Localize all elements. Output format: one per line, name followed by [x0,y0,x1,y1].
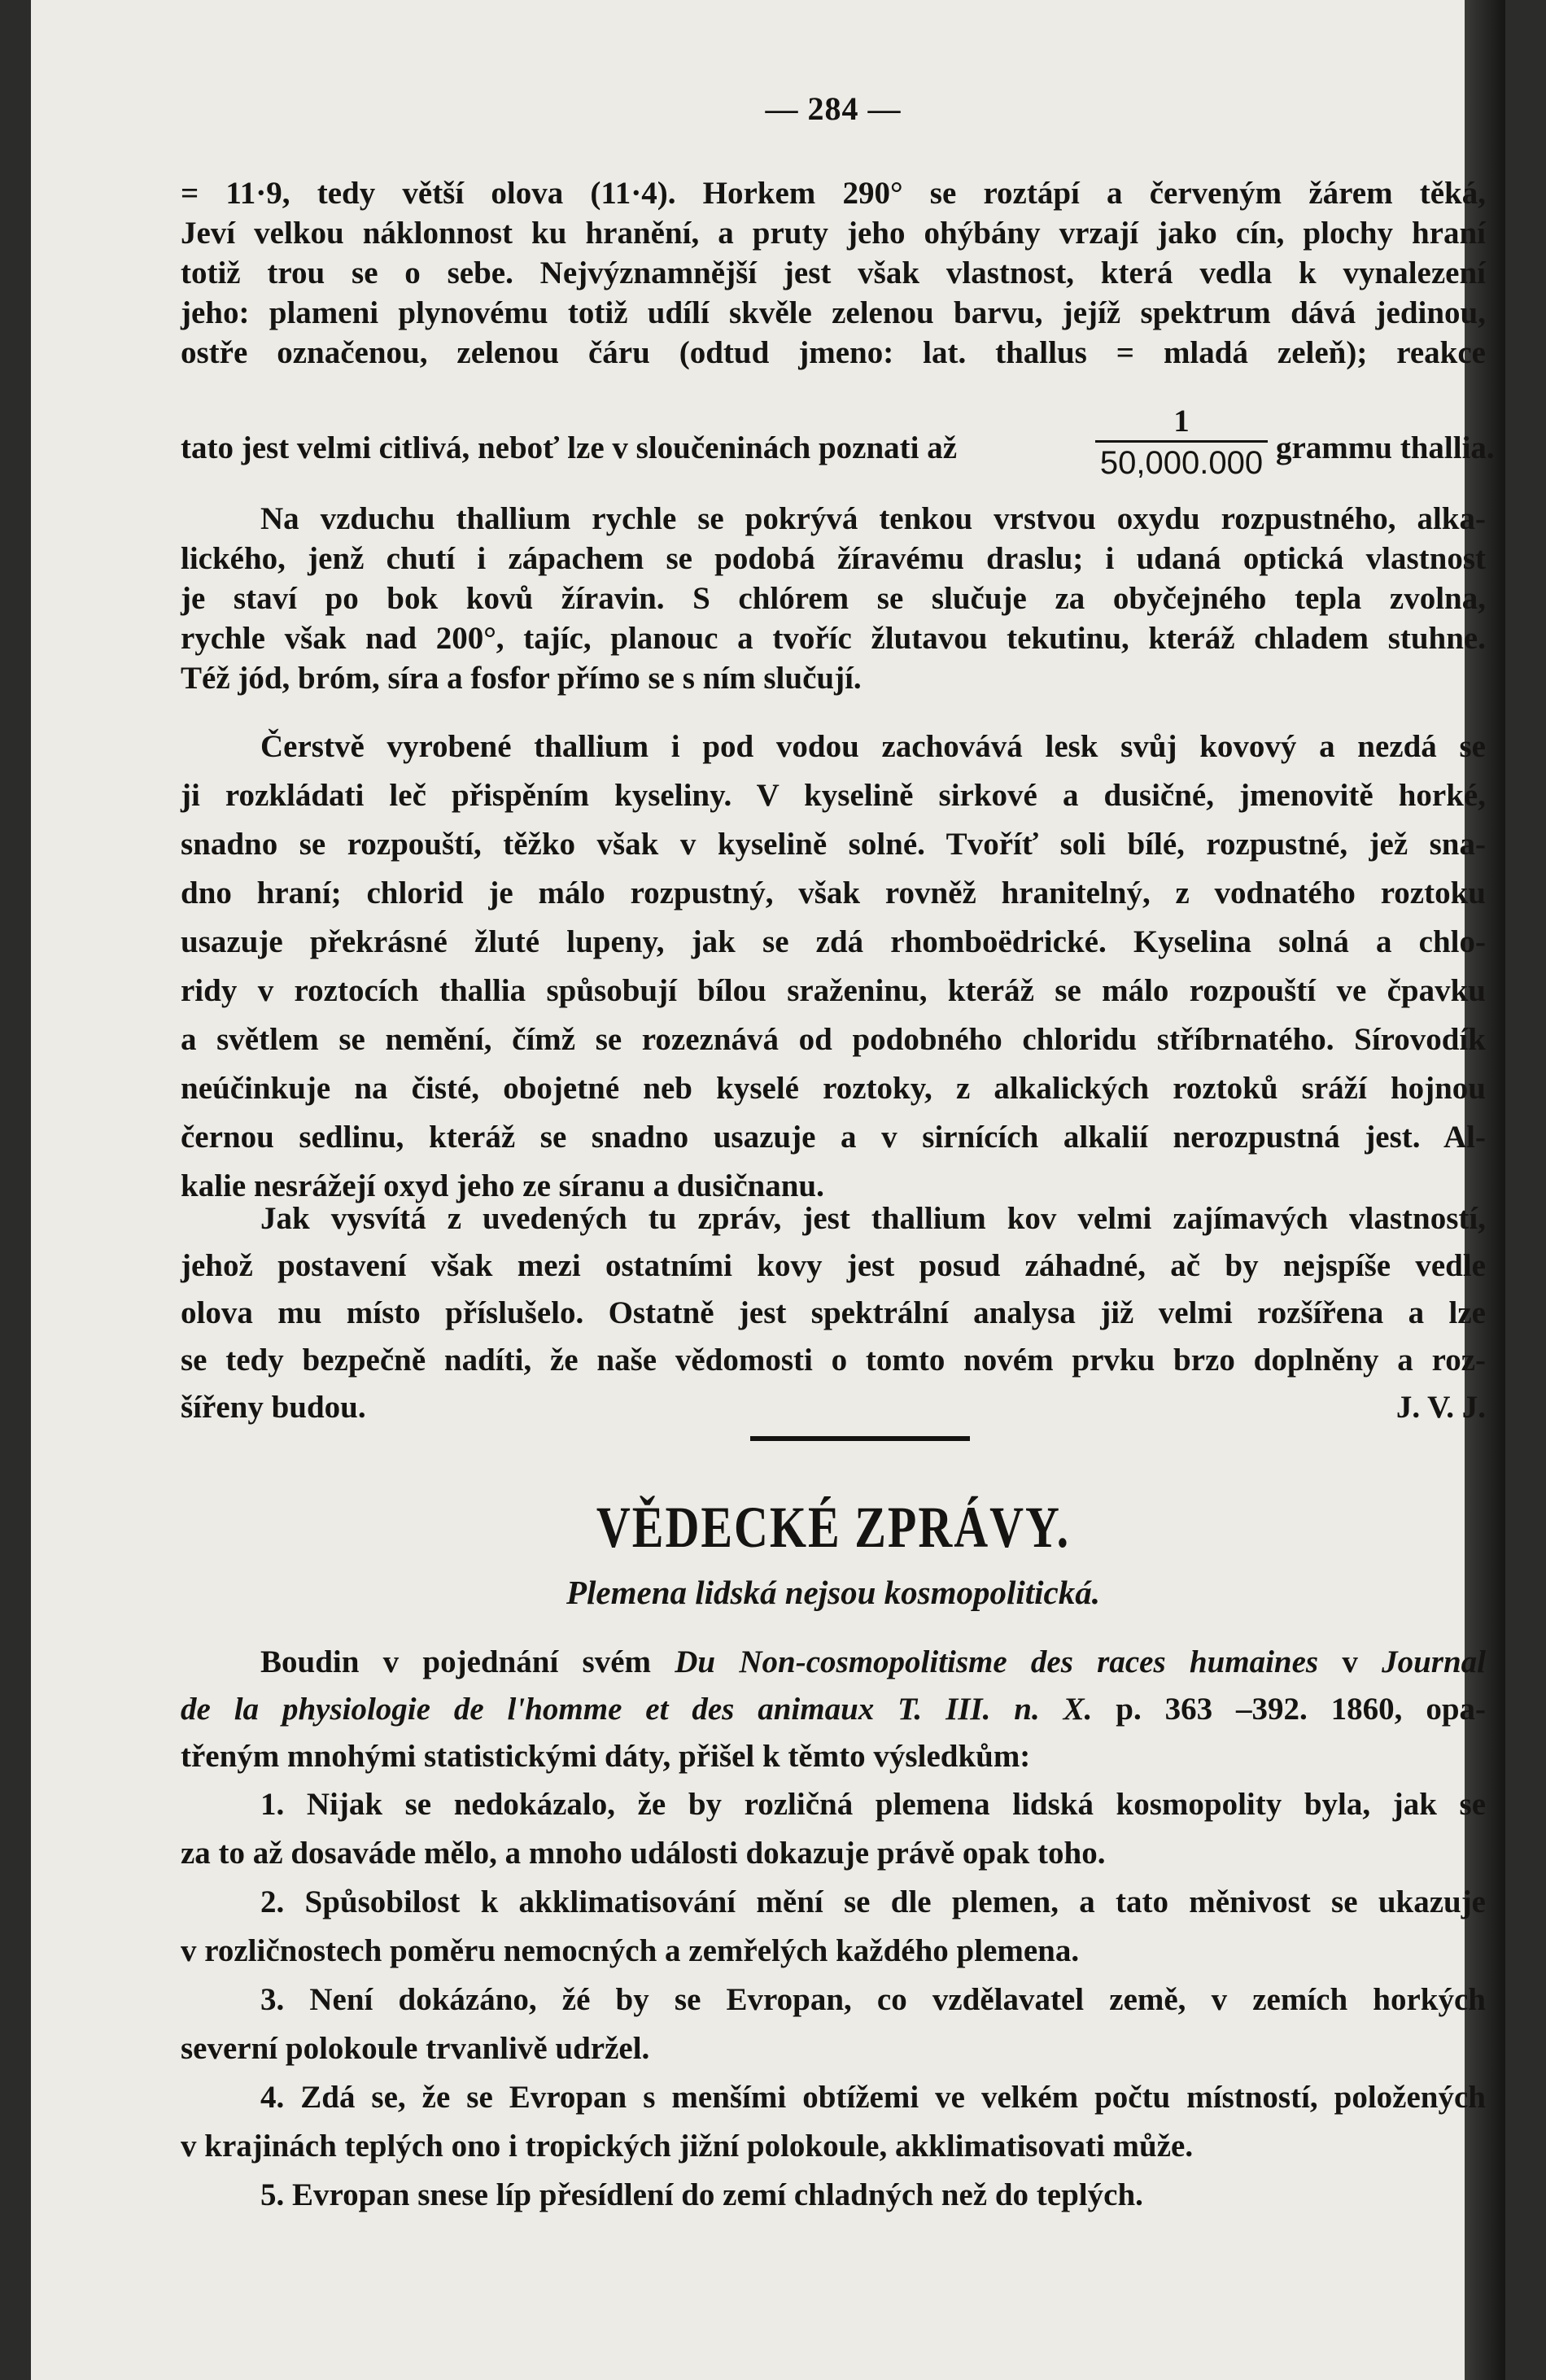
intro-text: Boudin v pojednání svém [260,1644,652,1679]
text-line [181,1691,1486,1728]
text-line: třeným mnohými statistickými dáty, přišel k těmto výsledkům: [181,1739,1031,1774]
text-line: ji rozkládati leč přispěním kyseliny. V kyselině sirkové a dusičné, jmenovitě horké, [181,778,1486,813]
text-line: jeho: plameni plynovému totiž udílí skvěle zelenou barvu, jejíž spektrum dává jedinou, [181,295,1486,330]
intro-text: v [1342,1644,1358,1679]
text-line: totiž trou se o sebe. Nejvýznamnější jest však vlastnost, která vedla k vynalezení [181,255,1486,290]
text-line [181,1644,1486,1681]
intro-title: Du Non-cosmopolitisme des races humaines [675,1644,1319,1679]
fraction-numerator: 1 [1173,404,1190,439]
text-line: šířeny budou. [181,1390,366,1425]
result-item: 4. Zdá se, že se Evropan s menšími obtížemi ve velkém počtu místností, položených [260,2080,1486,2115]
result-item: 1. Nijak se nedokázalo, že by rozličná plemena lidská kosmopolity byla, jak se [260,1787,1486,1822]
section-divider [750,1436,970,1441]
text-line: severní polokoule trvanlivě udržel. [181,2031,650,2066]
text-line: Jeví velkou náklonnost ku hranění, a pruty jeho ohýbány vrzají jako cín, plochy hraní [181,216,1486,251]
text-line: dno hraní; chlorid je málo rozpustný, však rovněž hranitelný, z vodnatého roztoku [181,876,1486,911]
text-line: Jak vysvítá z uvedených tu zpráv, jest thallium kov velmi zajímavých vlastností, [260,1201,1486,1236]
text-line: olova mu místo příslušelo. Ostatně jest spektrální analysa již velmi rozšířena a lze [181,1295,1486,1330]
page-number: — 284 — [765,90,902,127]
text-line: snadno se rozpouští, těžko však v kyselině solné. Tvoříť soli bílé, rozpustné, jež sna- [181,827,1486,862]
intro-journal-title: de la physiologie de l'homme et des animaux T. III. n. X. [181,1692,1093,1727]
intro-journal: Journal [1382,1644,1487,1679]
fraction [1092,403,1271,483]
signature: J. V. J. [1395,1390,1486,1425]
text-line: lického, jenž chutí i zápachem se podobá žíravému draslu; i udaná optická vlastnost [181,541,1486,576]
text-line: jehož postavení však mezi ostatními kovy jest posud záhadné, ač by nejspíše vedle [181,1248,1486,1283]
result-item: 5. Evropan snese líp přesídlení do zemí chladných než do teplých. [260,2177,1143,2212]
text-line: Též jód, bróm, síra a fosfor přímo se s ním slučují. [181,661,862,696]
text-line: rychle však nad 200°, tajíc, planouc a tvoříc žlutavou tekutinu, kteráž chladem stuhne. [181,621,1486,656]
fraction-denominator: 50,000.000 [1099,445,1264,481]
text-line: a světlem se nemění, čímž se rozeznává od podobného chloridu stříbrnatého. Sírovodík [181,1022,1486,1057]
text-line: Na vzduchu thallium rychle se pokrývá tenkou vrstvou oxydu rozpustného, alka- [260,501,1486,536]
text-line: v krajinách teplých ono i tropických jižní polokoule, akklimatisovati může. [181,2129,1194,2164]
text-line: usazuje překrásné žluté lupeny, jak se zdá rhomboëdrické. Kyselina solná a chlo- [181,924,1486,959]
result-item: 3. Není dokázáno, žé by se Evropan, co vzdělavatel země, v zemích horkých [260,1982,1486,2017]
text-line: za to až dosaváde mělo, a mnoho události dokazuje právě opak toho. [181,1836,1106,1871]
scanned-page [31,0,1505,2380]
text-line: kalie nesrážejí oxyd jeho ze síranu a dusičnanu. [181,1168,824,1203]
text-line: neúčinkuje na čisté, obojetné neb kyselé roztoky, z alkalických roztoků sráží hojnou [181,1071,1486,1106]
text-line: = 11·9, tedy větší olova (11·4). Horkem 290° se roztápí a červeným žárem těká, [181,176,1486,211]
result-item: 2. Spůsobilost k akklimatisování mění se dle plemen, a tato měnivost se ukazuje [260,1884,1486,1919]
section-heading: VĚDECKÉ ZPRÁVY. [596,1493,1071,1561]
text-line: ostře označenou, zelenou čáru (odtud jmeno: lat. thallus = mladá zeleň); reakce [181,335,1486,370]
article-title: Plemena lidská nejsou kosmopolitická. [566,1574,1101,1611]
text-line: ridy v roztocích thallia spůsobují bílou sraženinu, kteráž se málo rozpouští ve čpavku [181,973,1486,1008]
fraction-line-after: grammu thallia. [1276,430,1495,465]
intro-text: p. 363 –392. 1860, opa- [1116,1692,1487,1727]
text-line: Čerstvě vyrobené thallium i pod vodou zachovává lesk svůj kovový a nezdá se [260,729,1486,764]
text-line: je staví po bok kovů žíravin. S chlórem se slučuje za obyčejného tepla zvolna, [181,581,1486,616]
text-line: černou sedlinu, kteráž se snadno usazuje a v sirnících alkalií nerozpustná jest. Al- [181,1120,1486,1155]
text-line: se tedy bezpečně nadíti, že naše vědomosti o tomto novém prvku brzo doplněny a roz- [181,1343,1486,1378]
fraction-line-before: tato jest velmi citlivá, neboť lze v sloučeninách poznati až [181,430,958,465]
text-line: v rozličnostech poměru nemocných a zemřelých každého plemena. [181,1933,1080,1968]
